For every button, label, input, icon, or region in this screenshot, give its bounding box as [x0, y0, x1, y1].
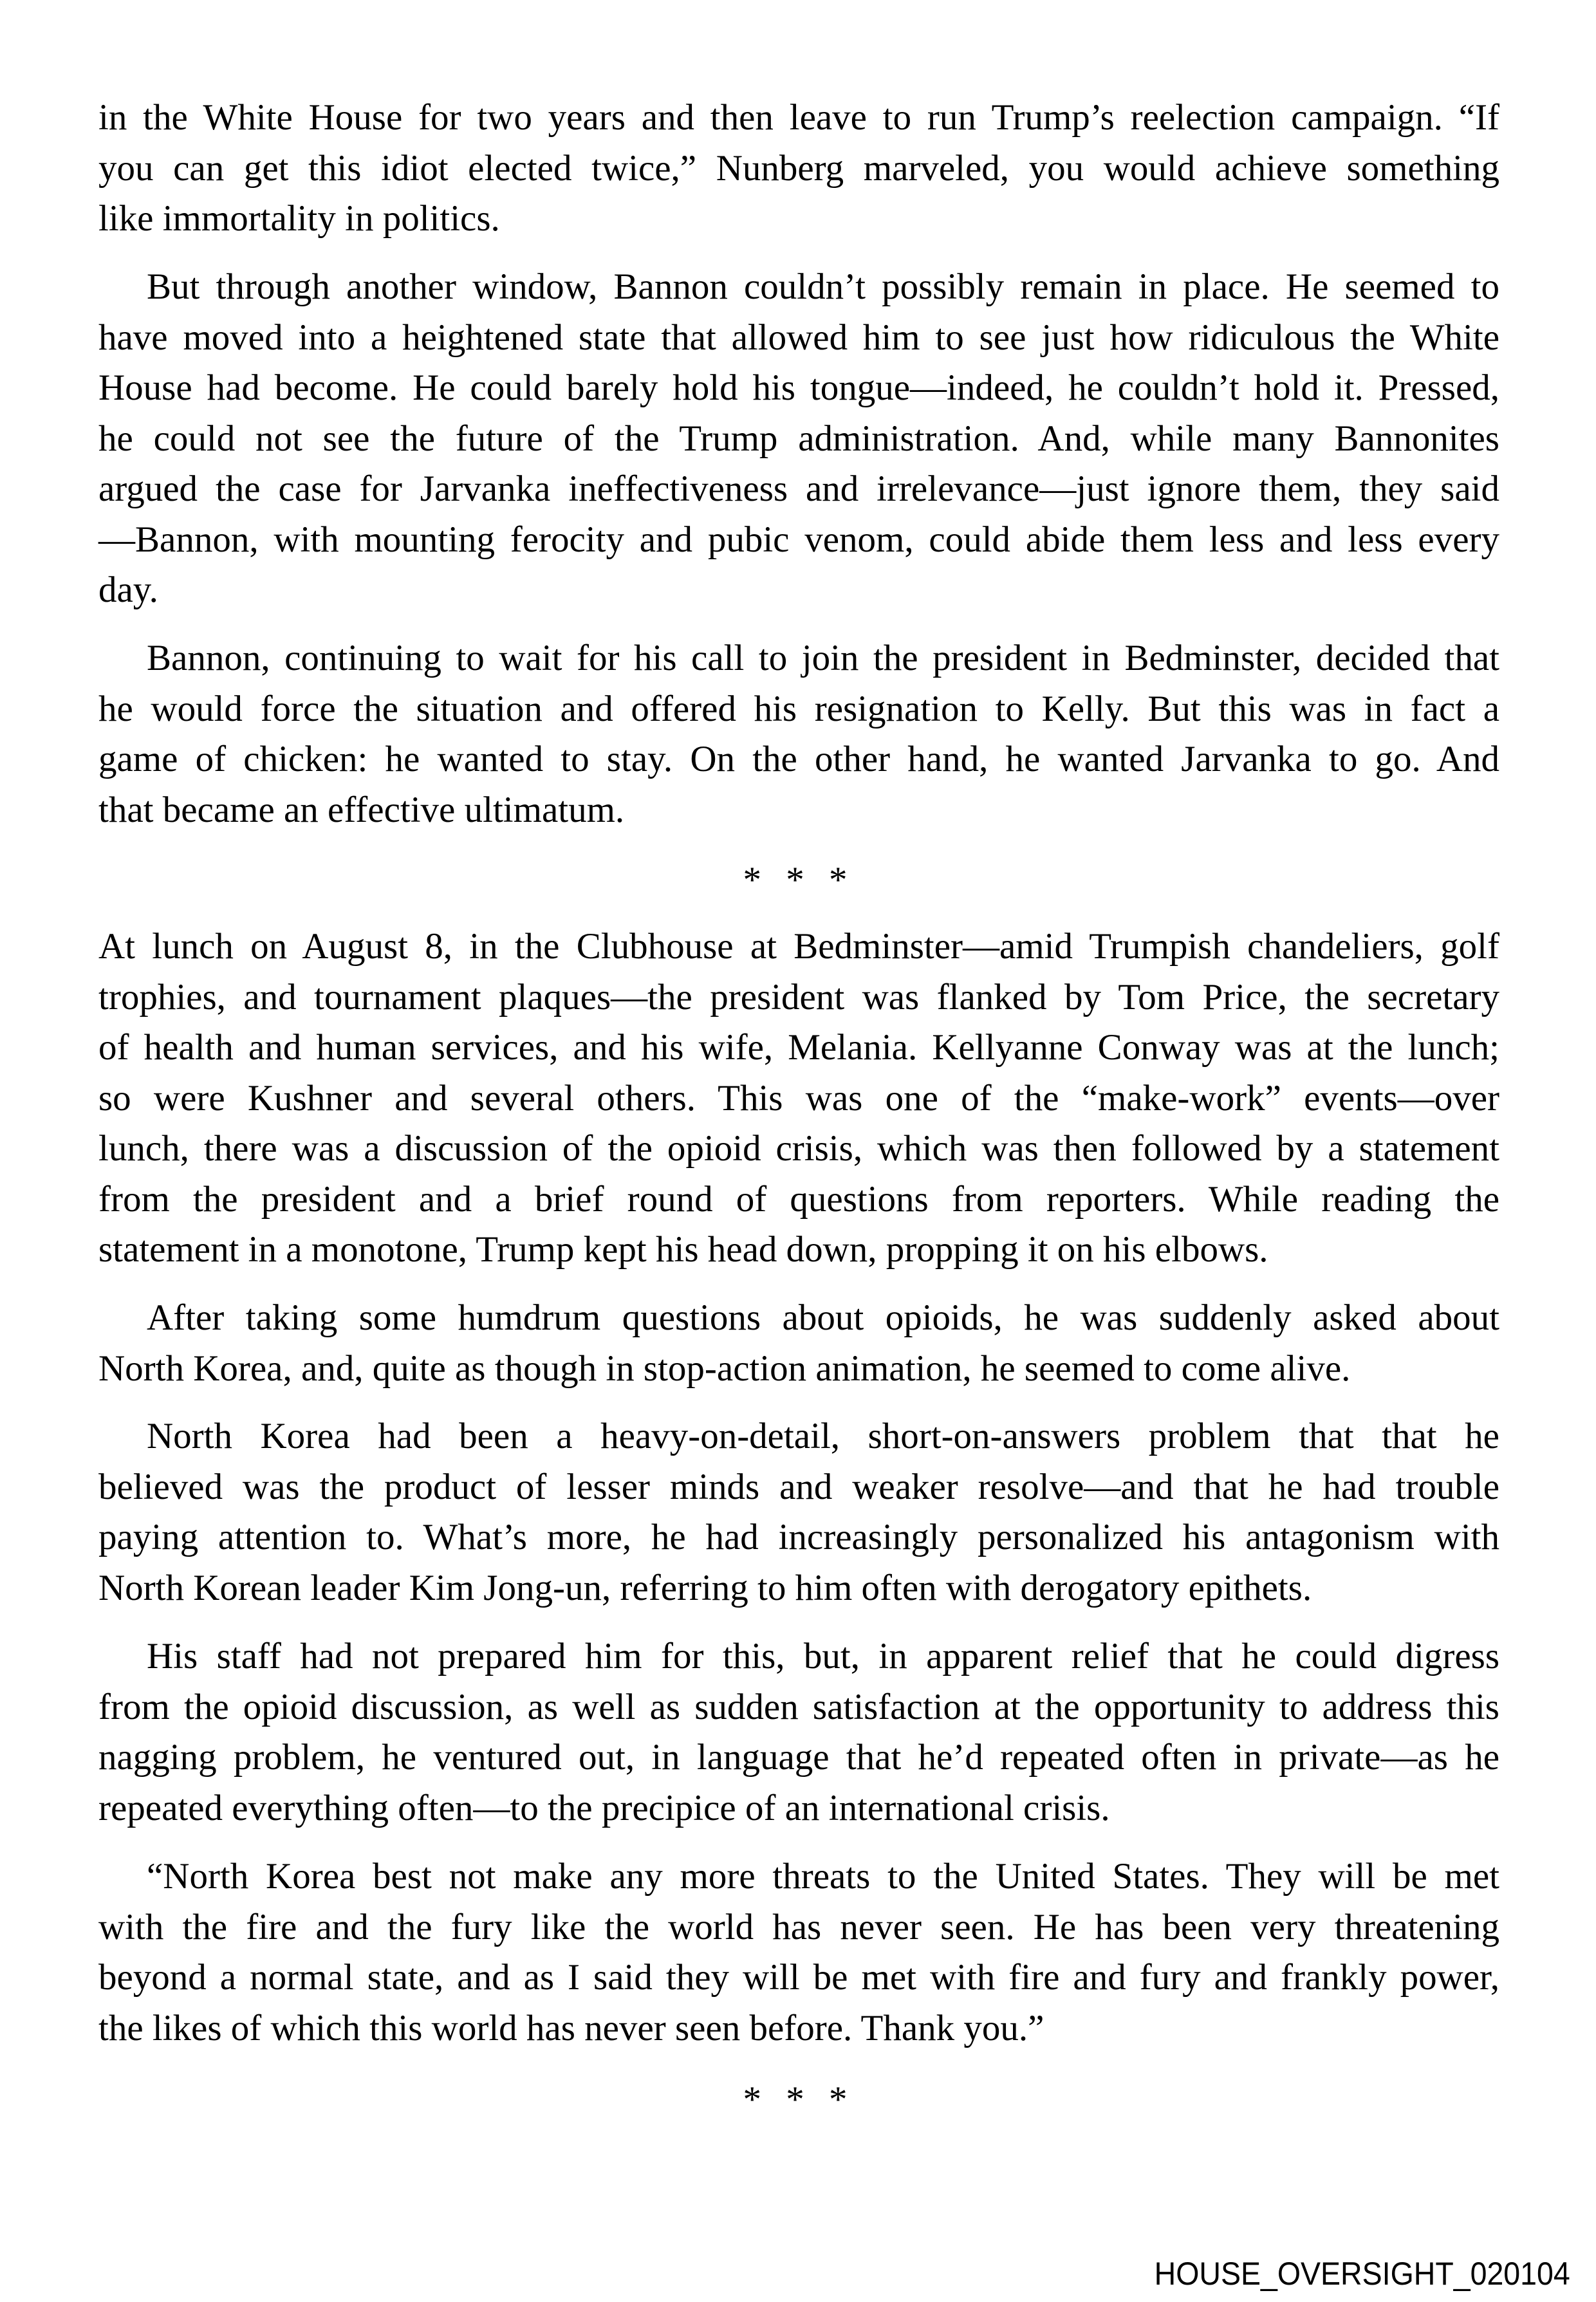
text-line: you can get this idiot elected twice,” Nunberg marveled, you would achieve something: [98, 147, 1499, 189]
section-break: * * *: [743, 2079, 855, 2120]
text-line: North Korea, and, quite as though in stop-action animation, he seemed to come alive.: [98, 1348, 1351, 1389]
text-line: “North Korea best not make any more threats to the United States. They will be met: [147, 1856, 1499, 1897]
section-break: * * *: [743, 860, 855, 900]
text-line: beyond a normal state, and as I said they will be met with fire and fury and frankly power,: [98, 1957, 1499, 1998]
text-line: from the opioid discussion, as well as sudden satisfaction at the opportunity to address this: [98, 1686, 1499, 1727]
text-line: His staff had not prepared him for this, but, in apparent relief that he could digress: [147, 1636, 1499, 1677]
text-line: lunch, there was a discussion of the opioid crisis, which was then followed by a statement: [98, 1128, 1499, 1169]
text-line: from the president and a brief round of questions from reporters. While reading the: [98, 1178, 1499, 1220]
text-line: After taking some humdrum questions about opioids, he was suddenly asked about: [147, 1297, 1499, 1339]
text-line: with the fire and the fury like the world has never seen. He has been very threatening: [98, 1906, 1499, 1947]
text-line: he could not see the future of the Trump administration. And, while many Bannonites: [98, 418, 1499, 459]
text-line: believed was the product of lesser minds and weaker resolve—and that he had trouble: [98, 1466, 1499, 1507]
text-line: in the White House for two years and then leave to run Trump’s reelection campaign. “If: [98, 97, 1499, 138]
text-line: game of chicken: he wanted to stay. On the other hand, he wanted Jarvanka to go. And: [98, 739, 1499, 780]
text-line: repeated everything often—to the precipice of an international crisis.: [98, 1787, 1110, 1828]
text-line: —Bannon, with mounting ferocity and pubic venom, could abide them less and less every: [98, 519, 1499, 560]
text-line: so were Kushner and several others. This was one of the “make-work” events—over: [98, 1077, 1499, 1119]
text-line: statement in a monotone, Trump kept his head down, propping it on his elbows.: [98, 1229, 1268, 1270]
text-line: North Korea had been a heavy-on-detail, short-on-answers problem that that he: [147, 1416, 1499, 1457]
text-line: of health and human services, and his wife, Melania. Kellyanne Conway was at the lunch;: [98, 1027, 1499, 1068]
text-line: argued the case for Jarvanka ineffectiveness and irrelevance—just ignore them, they said: [98, 469, 1499, 510]
text-line: paying attention to. What’s more, he had increasingly personalized his antagonism with: [98, 1517, 1499, 1558]
text-line: At lunch on August 8, in the Clubhouse at Bedminster—amid Trumpish chandeliers, golf: [98, 926, 1499, 967]
text-line: House had become. He could barely hold his tongue—indeed, he couldn’t hold it. Pressed,: [98, 367, 1499, 409]
text-line: Bannon, continuing to wait for his call to join the president in Bedminster, decided that: [147, 638, 1499, 679]
text-line: day.: [98, 570, 158, 611]
text-line: that became an effective ultimatum.: [98, 789, 625, 830]
text-line: But through another window, Bannon couldn’t possibly remain in place. He seemed to: [147, 266, 1499, 308]
text-line: have moved into a heightened state that allowed him to see just how ridiculous the White: [98, 317, 1499, 358]
text-line: trophies, and tournament plaques—the president was flanked by Tom Price, the secretary: [98, 976, 1499, 1017]
text-line: North Korean leader Kim Jong-un, referring to him often with derogatory epithets.: [98, 1567, 1312, 1608]
text-line: the likes of which this world has never seen before. Thank you.”: [98, 2007, 1044, 2048]
text-line: like immortality in politics.: [98, 198, 500, 239]
text-line: he would force the situation and offered his resignation to Kelly. But this was in fact a: [98, 688, 1499, 729]
bates-number-footer: HOUSE_OVERSIGHT_020104: [1154, 2256, 1570, 2292]
text-line: nagging problem, he ventured out, in language that he’d repeated often in private—as he: [98, 1737, 1499, 1778]
